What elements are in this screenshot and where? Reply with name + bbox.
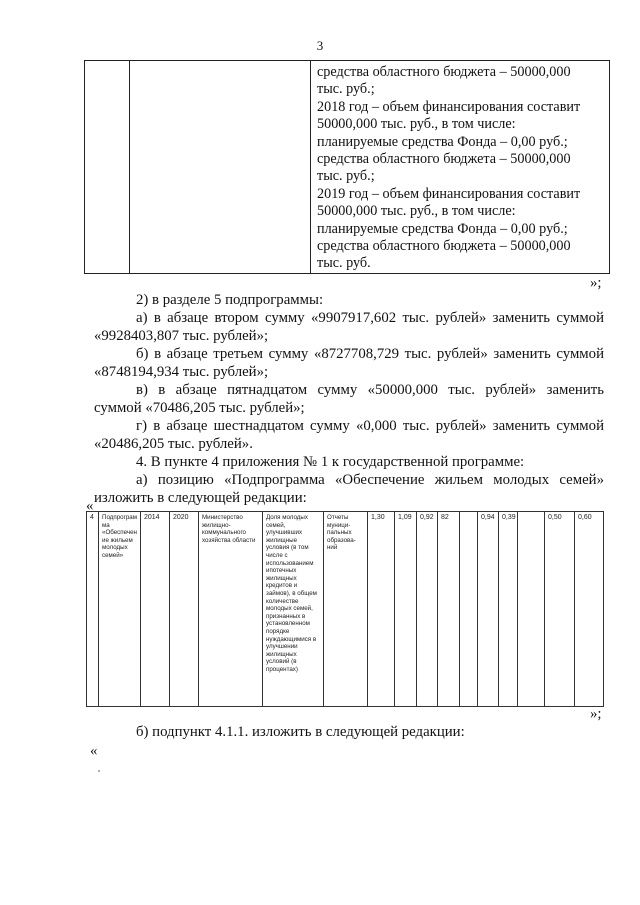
value-cell: 0,50: [545, 512, 575, 707]
funding-line: 2019 год – объем финансирования составит: [317, 185, 581, 202]
value-cell: [518, 512, 545, 707]
funding-line: тыс. руб.: [317, 255, 371, 272]
value-cell: 82: [438, 512, 460, 707]
year-end: 2020: [170, 512, 199, 707]
paragraph-point4: 4. В пункте 4 приложения № 1 к государственной программе:: [136, 454, 525, 470]
opening-quote: «: [90, 743, 98, 759]
paragraph-item-b2: б) подпункт 4.1.1. изложить в следующей редакции:: [136, 724, 465, 740]
funding-line: планируемые средства Фонда – 0,00 руб.;: [317, 133, 568, 150]
funding-line: 50000,000 тыс. руб., в том числе:: [317, 203, 516, 220]
funding-line: 50000,000 тыс. руб., в том числе:: [317, 116, 516, 133]
funding-line: 2018 год – объем финансирования составит: [317, 98, 581, 115]
paragraph-item-a: а) в абзаце втором сумму «9907917,602 тыс. рублей» заменить суммой: [136, 310, 604, 326]
paragraph-item-a2: а) позицию «Подпрограмма «Обеспечение жильем молодых семей»: [136, 472, 604, 488]
data-source: Отчеты муници-пальных образова-ний: [324, 512, 368, 707]
ministry: Министерство жилищно-коммунального хозяйства области: [199, 512, 263, 707]
paragraph-section5: 2) в разделе 5 подпрограммы:: [136, 292, 324, 308]
value-cell: 1,09: [395, 512, 417, 707]
opening-quote: «: [86, 498, 94, 514]
paragraph-item-b: б) в абзаце третьем сумму «8727708,729 тыс. рублей» заменить суммой: [136, 346, 604, 362]
value-cell: [460, 512, 478, 707]
paragraph-item-b-cont: «8748194,934 тыс. рублей»;: [94, 364, 269, 380]
continuation-table-cell-empty-1: [85, 61, 130, 274]
paragraph-item-c: в) в абзаце пятнадцатом сумму «50000,000 тыс. рублей» заменить: [136, 382, 604, 398]
value-cell: 0,92: [417, 512, 438, 707]
value-cell: 0,94: [478, 512, 499, 707]
continuation-table-cell-text: [311, 61, 610, 274]
subprogram-name: Подпрограм ма «Обеспечен ие жильем молодых семей»: [99, 512, 141, 707]
continuation-table-cell-empty-2: [130, 61, 311, 274]
funding-line: средства областного бюджета – 50000,000: [317, 238, 571, 255]
indicator: Доля молодых семей, улучшивших жилищные условия (в том числе с использованием ипотечных жилищных кредитов и займов), в общем количестве молодых семей, признанных в установленном порядке нуждающимися в улучшении жилищных условий (в процентах): [263, 512, 324, 707]
year-start: 2014: [141, 512, 170, 707]
funding-line: планируемые средства Фонда – 0,00 руб.;: [317, 220, 568, 237]
paragraph-item-d-cont: «20486,205 тыс. рублей».: [94, 436, 253, 452]
paragraph-item-c-cont: суммой «70486,205 тыс. рублей»;: [94, 400, 305, 416]
value-cell: 0,60: [575, 512, 604, 707]
paragraph-item-a-cont: «9928403,807 тыс. рублей»;: [94, 328, 269, 344]
row-number: 4: [87, 512, 99, 707]
paragraph-item-a2-cont: изложить в следующей редакции:: [94, 490, 307, 506]
value-cell: 1,30: [368, 512, 395, 707]
funding-line: тыс. руб.;: [317, 81, 375, 98]
closing-quote: »;: [590, 275, 602, 291]
funding-line: средства областного бюджета – 50000,000: [317, 151, 571, 168]
paragraph-item-d: г) в абзаце шестнадцатом сумму «0,000 тыс. рублей» заменить суммой: [136, 418, 604, 434]
page-number: 3: [316, 38, 324, 53]
funding-line: средства областного бюджета – 50000,000: [317, 64, 571, 80]
funding-line: тыс. руб.;: [317, 168, 375, 185]
continuation-table: [84, 60, 610, 274]
value-cell: 0,39: [499, 512, 518, 707]
subprogram-table: [86, 511, 604, 707]
closing-quote: »;: [590, 706, 602, 722]
scan-speck: [98, 770, 100, 772]
